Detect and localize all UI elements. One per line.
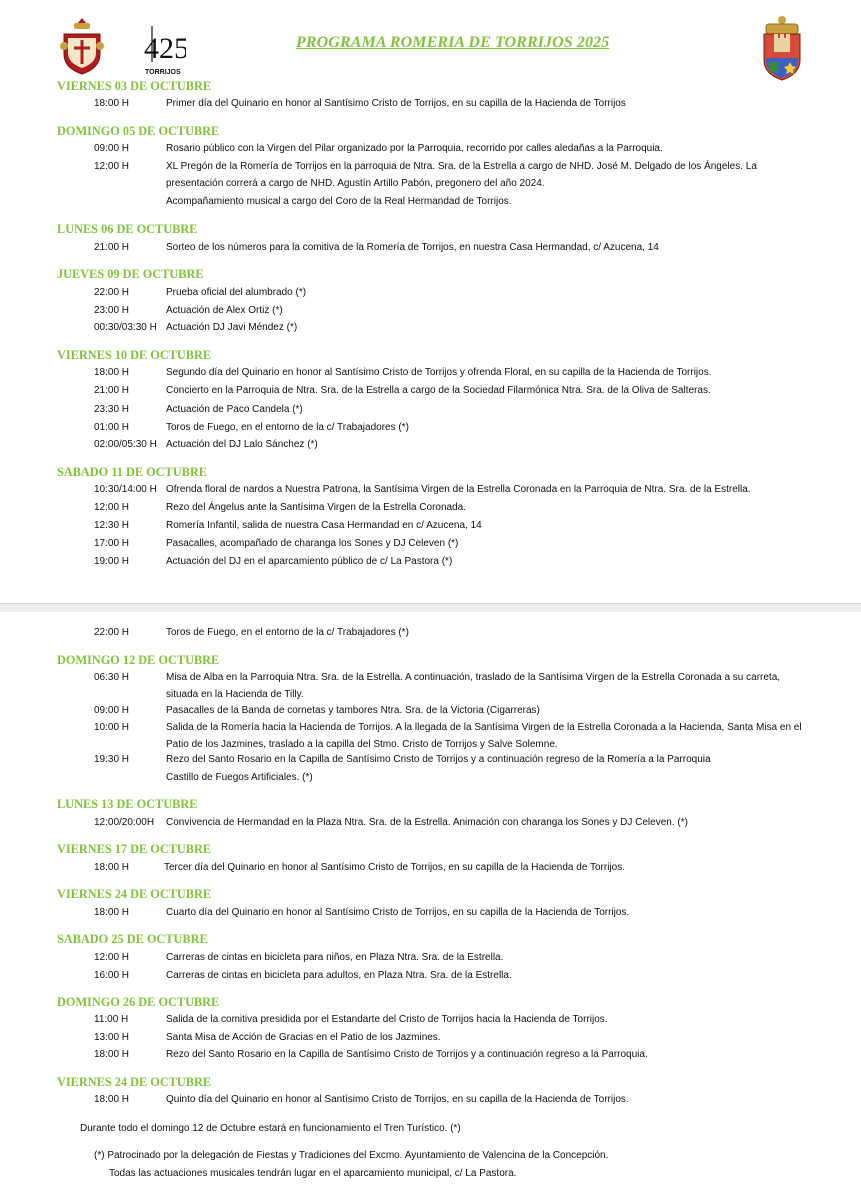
event-time: 18:00 H (94, 1049, 130, 1060)
event-description: Cuarto día del Quinario en honor al Santísimo Cristo de Torrijos, en su capilla de la Hacienda de Torrijos. (166, 907, 630, 918)
day-heading: SABADO 25 DE OCTUBRE (57, 932, 208, 946)
event-time: 21:00 H (94, 242, 130, 253)
event-description: Prueba oficial del alumbrado (*) (166, 287, 307, 298)
event-time: 00:30/03:30 H (94, 322, 157, 333)
event-time: 22:00 H (94, 627, 130, 638)
day-heading: DOMINGO 05 DE OCTUBRE (57, 124, 220, 138)
event-time: 13:00 H (94, 1032, 130, 1043)
event-description: Segundo día del Quinario en honor al Santísimo Cristo de Torrijos y ofrenda Floral, en su capilla de la Hacienda de Torrijos. (166, 367, 712, 378)
event-time: 23:30 H (94, 404, 130, 415)
day-heading: VIERNES 17 DE OCTUBRE (57, 842, 212, 856)
page-two (0, 612, 861, 1200)
event-description: Pasacalles, acompañado de charanga los Sones y DJ Celeven (*) (166, 538, 459, 549)
event-time: 09:00 H (94, 705, 130, 716)
event-time: 12:00/20:00H (94, 817, 155, 828)
brotherhood-shield-logo (58, 16, 106, 76)
event-time: 06:30 H (94, 672, 130, 683)
event-description: Pasacalles de la Banda de cornetas y tambores Ntra. Sra. de la Victoria (Cigarreras) (166, 705, 540, 716)
event-time: 01:00 H (94, 422, 130, 433)
event-description: Concierto en la Parroquia de Ntra. Sra. de la Estrella a cargo de la Sociedad Filarmónica Ntra. Sra. de la Oliva de Salteras. (166, 385, 711, 396)
event-description: Actuación del DJ Lalo Sánchez (*) (166, 439, 318, 450)
day-heading: VIERNES 03 DE OCTUBRE (57, 79, 212, 93)
day-heading: JUEVES 09 DE OCTUBRE (57, 267, 204, 281)
day-heading: VIERNES 10 DE OCTUBRE (57, 348, 212, 362)
event-description: Romería Infantil, salida de nuestra Casa Hermandad en c/ Azucena, 14 (166, 520, 482, 531)
event-time: 12:00 H (94, 161, 130, 172)
event-description: Rezo del Ángelus ante la Santísima Virgen de la Estrella Coronada. (166, 502, 466, 513)
event-description: Rosario público con la Virgen del Pilar organizado por la Parroquia, recorrido por calles aledañas a la Parroquia. (166, 143, 663, 154)
event-time: 18:00 H (94, 98, 130, 109)
event-description: Rezo del Santo Rosario en la Capilla de Santísimo Cristo de Torrijos y a continuación regreso a la Parroquia. (166, 1049, 648, 1060)
event-time: 10:00 H (94, 722, 130, 733)
event-description: Misa de Alba en la Parroquia Ntra. Sra. de la Estrella. A continuación, traslado de la Santísima Virgen de la Estrella Coronada a su carreta, situada en la Hacienda de Tilly. (166, 672, 781, 700)
event-description: Convivencia de Hermandad en la Plaza Ntra. Sra. de la Estrella. Animación con charanga los Sones y DJ Celeven. (*) (166, 817, 688, 828)
event-description: Salida de la Romería hacia la Hacienda de Torrijos. A la llegada de la Santísima Virgen de la Estrella Coronada a la Hacienda, Santa Misa en el Patio de los Jazmines, traslado a la capilla del Stmo. Cristo de Torrijos y Salve Solemne. (166, 722, 802, 750)
event-description: Primer día del Quinario en honor al Santísimo Cristo de Torrijos, en su capilla de la Hacienda de Torrijos (166, 98, 626, 109)
anniversary-number: 425 (144, 32, 186, 65)
event-description: Actuación de Alex Ortiz (*) (166, 305, 283, 316)
page-title: PROGRAMA ROMERIA DE TORRIJOS 2025 (296, 34, 610, 51)
day-heading: DOMINGO 26 DE OCTUBRE (57, 995, 220, 1009)
event-description: Santa Misa de Acción de Gracias en el Patio de los Jazmines. (166, 1032, 441, 1043)
event-time: 16:00 H (94, 970, 130, 981)
event-description: Acompañamiento musical a cargo del Coro de la Real Hermandad de Torrijos. (166, 196, 512, 207)
event-time: 21:00 H (94, 385, 130, 396)
event-time: 18:00 H (94, 367, 130, 378)
event-description: Salida de la comitiva presidida por el Estandarte del Cristo de Torrijos hacia la Hacienda de Torrijos. (166, 1014, 608, 1025)
event-description: Carreras de cintas en bicicleta para adultos, en Plaza Ntra. Sra. de la Estrella. (166, 970, 512, 981)
day-heading: LUNES 13 DE OCTUBRE (57, 797, 198, 811)
event-description: Quinto día del Quinario en honor al Santísimo Cristo de Torrijos, en su capilla de la Hacienda de Torrijos. (166, 1094, 629, 1105)
event-time: 12:00 H (94, 952, 130, 963)
event-time: 19:00 H (94, 556, 130, 567)
event-time: 11:00 H (94, 1014, 129, 1025)
anniversary-caption: TORRIJOS (145, 69, 181, 76)
venue-note: Todas las actuaciones musicales tendrán lugar en el aparcamiento municipal, c/ La Pastora. (109, 1168, 517, 1179)
event-description: Toros de Fuego, en el entorno de la c/ Trabajadores (*) (166, 422, 409, 433)
event-description: Toros de Fuego, en el entorno de la c/ Trabajadores (*) (166, 627, 409, 638)
event-description: Carreras de cintas en bicicleta para niños, en Plaza Ntra. Sra. de la Estrella. (166, 952, 504, 963)
event-time: 17:00 H (94, 538, 130, 549)
event-description: XL Pregón de la Romería de Torrijos en la parroquia de Ntra. Sra. de la Estrella a cargo de NHD. José M. Delgado de los Ángeles. La presentación correrá a cargo de NHD. Agustín Artillo Pabón, pregonero del año 2024. (166, 161, 757, 189)
event-time: 10:30/14:00 H (94, 484, 157, 495)
municipal-coat-of-arms (760, 14, 804, 84)
event-description: Actuación del DJ en el aparcamiento público de c/ La Pastora (*) (166, 556, 453, 567)
event-description: Tercer día del Quinario en honor al Santísimo Cristo de Torrijos, en su capilla de la Hacienda de Torrijos. (164, 862, 625, 873)
event-description: Sorteo de los números para la comitiva de la Romería de Torrijos, en nuestra Casa Hermandad, c/ Azucena, 14 (166, 242, 659, 253)
event-time: 12:00 H (94, 502, 130, 513)
event-time: 22:00 H (94, 287, 130, 298)
anniversary-logo (142, 22, 186, 76)
train-note: Durante todo el domingo 12 de Octubre estará en funcionamiento el Tren Turístico. (*) (80, 1123, 461, 1134)
event-time: 18:00 H (94, 907, 130, 918)
event-time: 18:00 H (94, 1094, 130, 1105)
day-heading: VIERNES 24 DE OCTUBRE (57, 1075, 212, 1089)
event-time: 19:30 H (94, 754, 130, 765)
event-time: 02:00/05:30 H (94, 439, 157, 450)
day-heading: VIERNES 24 DE OCTUBRE (57, 887, 212, 901)
day-heading: SABADO 11 DE OCTUBRE (57, 465, 207, 479)
event-description: Rezo del Santo Rosario en la Capilla de Santísimo Cristo de Torrijos y a continuación regreso de la Romería a la Parroquia (166, 754, 711, 765)
event-time: 12:30 H (94, 520, 130, 531)
day-heading: LUNES 06 DE OCTUBRE (57, 222, 198, 236)
event-time: 09:00 H (94, 143, 130, 154)
event-description: Actuación de Paco Candela (*) (166, 404, 303, 415)
event-description: Ofrenda floral de nardos a Nuestra Patrona, la Santísima Virgen de la Estrella Coronada en la Parroquia de Ntra. Sra. de la Estrella. (166, 484, 751, 495)
event-time: 18:00 H (94, 862, 130, 873)
event-time: 23:00 H (94, 305, 130, 316)
sponsor-note: (*) Patrocinado por la delegación de Fiestas y Tradiciones del Excmo. Ayuntamiento de Valencina de la Concepción. (94, 1150, 609, 1161)
event-description: Castillo de Fuegos Artificiales. (*) (166, 772, 313, 783)
event-description: Actuación DJ Javi Méndez (*) (166, 322, 298, 333)
day-heading: DOMINGO 12 DE OCTUBRE (57, 653, 220, 667)
